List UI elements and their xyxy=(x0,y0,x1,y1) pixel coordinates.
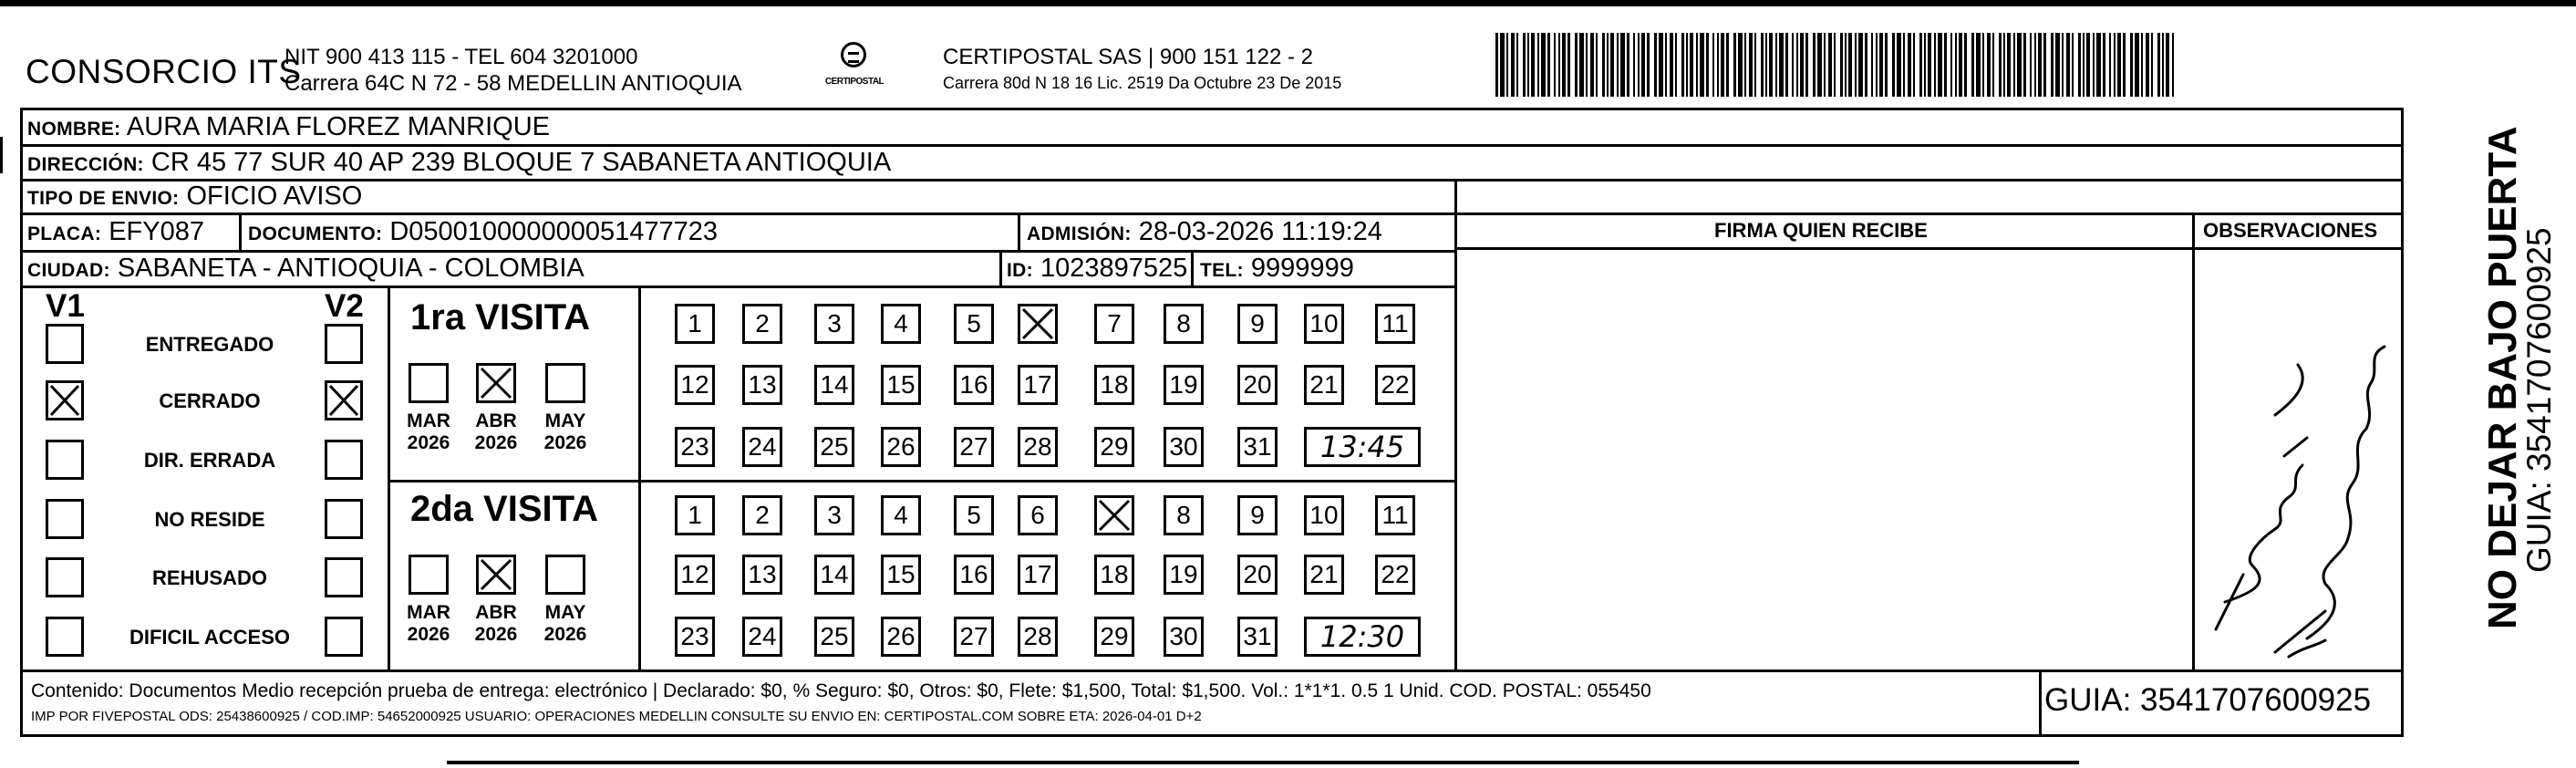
status-label: REHUSADO xyxy=(152,566,267,589)
day-box: 23 xyxy=(675,617,715,657)
month-name: MAY xyxy=(544,602,586,623)
bottom-rule xyxy=(447,761,2079,764)
day-box: 29 xyxy=(1094,427,1134,467)
v1-checkbox xyxy=(46,557,84,597)
day-box: 21 xyxy=(1304,365,1344,405)
month-label xyxy=(536,602,595,646)
day-box: 4 xyxy=(881,304,921,344)
month-label xyxy=(399,410,458,454)
visit-time: 13:45 xyxy=(1304,427,1421,467)
v1-checkbox xyxy=(46,324,84,364)
day-box: 9 xyxy=(1237,495,1278,535)
day-box: 18 xyxy=(1094,365,1134,405)
day-box: 12 xyxy=(675,555,715,595)
v1-checkbox xyxy=(46,380,84,420)
day-box: 22 xyxy=(1375,365,1415,405)
id-label: ID: xyxy=(1007,260,1033,281)
day-box: 11 xyxy=(1375,495,1415,535)
month-label xyxy=(467,602,525,646)
visita1-title: 1ra VISITA xyxy=(410,297,591,337)
x-mark-icon xyxy=(327,383,360,418)
placa-cell xyxy=(27,216,204,250)
status-label: DIR. ERRADA xyxy=(143,449,276,472)
status-label: CERRADO xyxy=(159,389,261,412)
footer-guia: GUIA: 3541707600925 xyxy=(2044,682,2372,718)
v2-header: V2 xyxy=(325,288,364,324)
month-year: 2026 xyxy=(543,624,587,645)
month-year: 2026 xyxy=(407,432,450,453)
month-name: MAY xyxy=(544,410,586,431)
v1-checkbox xyxy=(46,617,84,657)
day-box: 5 xyxy=(954,304,994,344)
day-box: 2 xyxy=(742,304,782,344)
col-divider xyxy=(2192,213,2195,249)
v1-checkbox xyxy=(46,440,84,480)
col-divider xyxy=(638,285,641,669)
v1-header: V1 xyxy=(46,288,85,324)
day-box: 1 xyxy=(675,495,715,535)
documento-value: D050010000000051477723 xyxy=(389,217,718,246)
day-box: 28 xyxy=(1018,617,1058,657)
month-label xyxy=(536,410,595,454)
direccion-label: DIRECCIÓN: xyxy=(27,154,144,175)
day-box: 29 xyxy=(1094,617,1134,657)
certipostal-logo xyxy=(813,40,895,99)
firma-header: FIRMA QUIEN RECIBE xyxy=(1714,219,1928,242)
day-box: 12 xyxy=(675,365,715,405)
month-label xyxy=(467,410,525,454)
day-box: 4 xyxy=(881,495,921,535)
month-checkbox xyxy=(409,555,449,595)
day-box: 31 xyxy=(1237,617,1278,657)
v2-checkbox xyxy=(325,617,363,657)
day-box: 8 xyxy=(1164,304,1204,344)
day-box: 15 xyxy=(881,365,921,405)
day-box: 27 xyxy=(954,617,994,657)
col-divider xyxy=(239,213,242,251)
col-divider xyxy=(1191,250,1194,286)
day-box: 17 xyxy=(1018,555,1058,595)
month-name: MAR xyxy=(407,410,450,431)
day-box: 3 xyxy=(814,304,854,344)
placa-value: EFY087 xyxy=(109,217,204,246)
day-box: 28 xyxy=(1018,427,1058,467)
direccion-value: CR 45 77 SUR 40 AP 239 BLOQUE 7 SABANETA ANTIOQUIA xyxy=(150,148,892,177)
month-name: ABR xyxy=(475,410,517,431)
col-divider xyxy=(999,250,1002,286)
day-box: 13 xyxy=(742,555,782,595)
day-box: 21 xyxy=(1304,555,1344,595)
day-box: 23 xyxy=(675,427,715,467)
brand-name: CONSORCIO ITS xyxy=(26,53,302,90)
month-checkbox xyxy=(545,363,585,403)
day-box: 5 xyxy=(954,495,994,535)
v1-checkbox xyxy=(46,499,84,539)
v2-checkbox xyxy=(325,324,363,364)
month-year: 2026 xyxy=(474,624,518,645)
day-box: 30 xyxy=(1164,427,1204,467)
ciudad-cell xyxy=(27,253,585,286)
day-box: 30 xyxy=(1164,617,1204,657)
x-mark-icon xyxy=(1020,306,1055,341)
barcode-icon xyxy=(1495,33,2179,97)
day-box xyxy=(1018,304,1058,344)
day-box: 9 xyxy=(1237,304,1278,344)
status-label: NO RESIDE xyxy=(154,508,265,531)
day-box: 10 xyxy=(1304,495,1344,535)
observaciones-header: OBSERVACIONES xyxy=(2203,219,2378,242)
certipostal-info xyxy=(943,44,1341,97)
nombre-label: NOMBRE: xyxy=(27,119,121,140)
day-box: 14 xyxy=(814,555,854,595)
status-label: ENTREGADO xyxy=(145,333,274,356)
ciudad-label: CIUDAD: xyxy=(27,260,110,281)
month-year: 2026 xyxy=(474,432,518,453)
brand-info xyxy=(284,44,742,97)
form-frame xyxy=(20,108,2404,737)
x-mark-icon xyxy=(1097,498,1132,533)
id-cell xyxy=(1007,253,1187,286)
v2-checkbox xyxy=(325,440,363,480)
visita2-title: 2da VISITA xyxy=(410,489,598,529)
documento-cell xyxy=(248,216,718,250)
day-box: 31 xyxy=(1237,427,1278,467)
day-box: 20 xyxy=(1237,555,1278,595)
day-box: 14 xyxy=(814,365,854,405)
day-box: 11 xyxy=(1375,304,1415,344)
footer-divider xyxy=(20,669,2404,672)
day-box: 16 xyxy=(954,555,994,595)
visit-time: 12:30 xyxy=(1304,617,1421,657)
day-box: 6 xyxy=(1018,495,1058,535)
x-mark-icon xyxy=(48,383,81,418)
day-box: 8 xyxy=(1164,495,1204,535)
tipo-label: TIPO DE ENVIO: xyxy=(27,188,180,209)
admision-cell xyxy=(1027,216,1382,250)
col-divider xyxy=(1018,213,1020,251)
month-checkbox xyxy=(476,363,516,403)
v2-checkbox xyxy=(325,499,363,539)
day-box: 19 xyxy=(1164,555,1204,595)
logo-text: CERTIPOSTAL xyxy=(824,77,885,87)
tel-label: TEL: xyxy=(1200,260,1244,281)
nit-line: NIT 900 413 115 - TEL 604 3201000 xyxy=(284,45,638,69)
tipo-row xyxy=(27,181,362,214)
day-box xyxy=(1094,495,1134,535)
side-guia: GUIA: 3541707600925 xyxy=(2520,227,2558,573)
row-divider xyxy=(1454,247,2404,250)
month-year: 2026 xyxy=(543,432,587,453)
id-value: 1023897525 xyxy=(1040,254,1188,283)
day-box: 3 xyxy=(814,495,854,535)
status-label: DIFICIL ACCESO xyxy=(129,626,290,649)
col-divider xyxy=(2039,669,2042,737)
x-mark-icon xyxy=(479,366,513,400)
footer-print-info: IMP POR FIVEPOSTAL ODS: 25438600925 / COD.IMP: 54652000925 USUARIO: OPERACIONES MEDELLIN CONSULTE SU ENVIO EN: CERTIPOSTAL.COM SOBRE ETA: 2026-04-01 D+2 xyxy=(31,709,1202,724)
day-box: 18 xyxy=(1094,555,1134,595)
day-box: 24 xyxy=(742,617,782,657)
day-box: 13 xyxy=(742,365,782,405)
admision-value: 28-03-2026 11:19:24 xyxy=(1138,217,1382,246)
month-year: 2026 xyxy=(407,624,450,645)
day-box: 17 xyxy=(1018,365,1058,405)
day-box: 1 xyxy=(675,304,715,344)
row-divider xyxy=(388,480,1456,483)
day-box: 10 xyxy=(1304,304,1344,344)
tipo-value: OFICIO AVISO xyxy=(186,182,363,211)
placa-label: PLACA: xyxy=(27,223,102,244)
top-rule xyxy=(0,0,2576,6)
x-mark-icon xyxy=(479,557,513,592)
day-box: 22 xyxy=(1375,555,1415,595)
footer-content: Contenido: Documentos Medio recepción prueba de entrega: electrónico | Declarado: $0, % Seguro: $0, Otros: $0, Flete: $1,500, Total: $1,500. Vol.: 1*1*1. 0.5 1 Unid. COD. POSTAL: 055450 xyxy=(31,680,1651,701)
col-divider xyxy=(388,285,390,669)
certi-line: CERTIPOSTAL SAS | 900 151 122 - 2 xyxy=(943,45,1313,69)
certi-address: Carrera 80d N 18 16 Lic. 2519 Da Octubre 23 De 2015 xyxy=(943,74,1342,92)
address-line: Carrera 64C N 72 - 58 MEDELLIN ANTIOQUIA xyxy=(284,71,742,96)
month-checkbox xyxy=(409,363,449,403)
day-box: 7 xyxy=(1094,304,1134,344)
col-divider xyxy=(1454,179,1457,669)
tel-value: 9999999 xyxy=(1250,254,1354,283)
observaciones-signature xyxy=(2188,301,2407,666)
month-checkbox xyxy=(545,555,585,595)
row-divider xyxy=(1454,213,2404,215)
direccion-row xyxy=(27,147,891,181)
day-box: 27 xyxy=(954,427,994,467)
side-panel xyxy=(2413,108,2568,737)
day-box: 25 xyxy=(814,427,854,467)
no-dejar-notice: NO DEJAR BAJO PUERTA xyxy=(2480,126,2525,629)
day-box: 20 xyxy=(1237,365,1278,405)
month-name: MAR xyxy=(407,602,450,623)
day-box: 19 xyxy=(1164,365,1204,405)
day-box: 16 xyxy=(954,365,994,405)
tel-cell xyxy=(1200,253,1354,286)
day-box: 24 xyxy=(742,427,782,467)
day-box: 15 xyxy=(881,555,921,595)
day-box: 25 xyxy=(814,617,854,657)
day-box: 26 xyxy=(881,427,921,467)
v2-checkbox xyxy=(325,380,363,420)
month-name: ABR xyxy=(475,602,517,623)
ciudad-value: SABANETA - ANTIOQUIA - COLOMBIA xyxy=(117,254,585,283)
nombre-row xyxy=(27,111,550,145)
documento-label: DOCUMENTO: xyxy=(248,223,383,244)
month-checkbox xyxy=(476,555,516,595)
day-box: 2 xyxy=(742,495,782,535)
logo-mark-icon xyxy=(841,42,866,67)
scan-mark xyxy=(0,137,3,173)
v2-checkbox xyxy=(325,557,363,597)
month-label xyxy=(399,602,458,646)
nombre-value: AURA MARIA FLOREZ MANRIQUE xyxy=(126,112,550,141)
admision-label: ADMISIÓN: xyxy=(1027,223,1132,244)
day-box: 26 xyxy=(881,617,921,657)
